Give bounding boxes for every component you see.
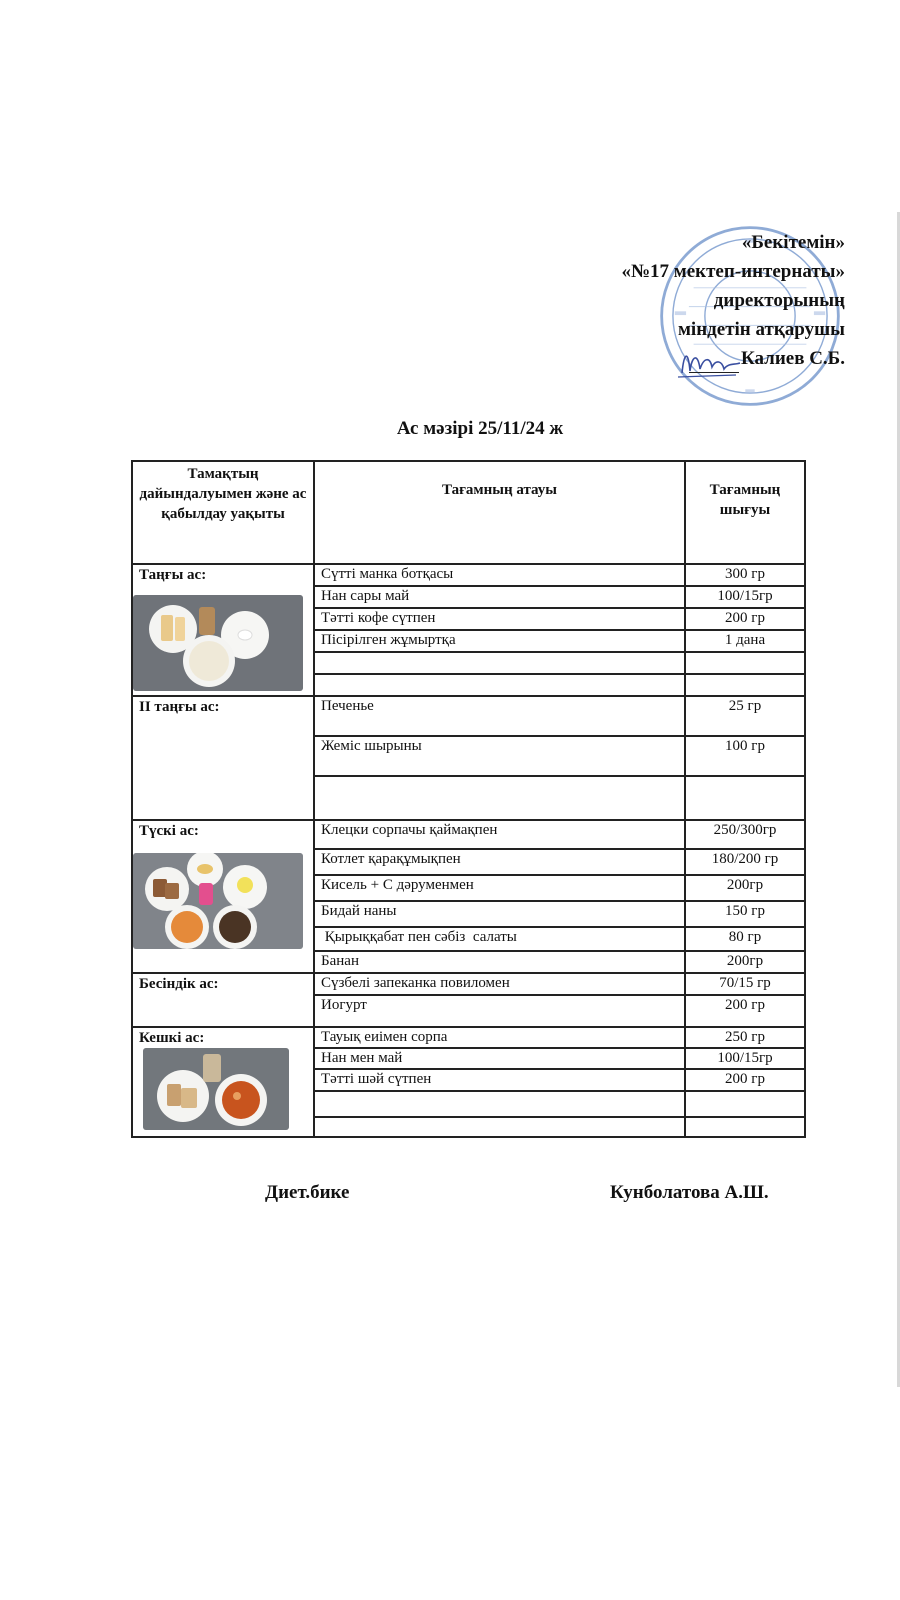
dish-amount: 80 гр <box>685 927 805 951</box>
dish-amount: 250 гр <box>685 1027 805 1048</box>
meal-lunch <box>132 820 314 973</box>
table-row <box>132 696 805 736</box>
director-name: Калиев С.Б. <box>740 348 845 369</box>
meal-label: Түскі ас: <box>139 823 199 839</box>
menu-table <box>131 460 806 1138</box>
lunch-photo <box>133 853 303 949</box>
dish-amount: 200гр <box>685 875 805 901</box>
approval-block <box>621 228 845 373</box>
dish-name: Жеміс шырыны <box>314 736 685 776</box>
document-title: Ас мәзірі 25/11/24 ж <box>396 418 564 439</box>
approval-line-1: «Бекітемін» <box>741 232 845 253</box>
dish-name: Нан сары май <box>314 586 685 608</box>
dish-amount: 25 гр <box>685 696 805 736</box>
meal-label: Кешкі ас: <box>139 1030 205 1046</box>
dish-amount: 100/15гр <box>685 1048 805 1069</box>
table-header-row <box>132 461 805 564</box>
dish-name: Бидай наны <box>314 901 685 927</box>
signature-line <box>689 372 739 373</box>
meal-dinner <box>132 1027 314 1137</box>
header-name: Тағамның атауы <box>314 461 685 564</box>
meal-breakfast <box>132 564 314 696</box>
meal-label: Таңғы ас: <box>139 567 207 583</box>
dish-amount: 200 гр <box>685 995 805 1027</box>
breakfast-photo <box>133 595 303 691</box>
dish-name: Клецки сорпачы қаймақпен <box>314 820 685 849</box>
dish-amount: 150 гр <box>685 901 805 927</box>
table-row <box>132 564 805 586</box>
meal-snack <box>132 973 314 1027</box>
approval-line-4: міндетін атқарушы <box>677 319 845 340</box>
dish-amount: 200 гр <box>685 608 805 630</box>
meal-second-breakfast <box>132 696 314 820</box>
dietitian-name: Кунболатова А.Ш. <box>610 1182 769 1203</box>
dish-name: Банан <box>314 951 685 973</box>
dish-amount: 70/15 гр <box>685 973 805 995</box>
dish-amount: 200гр <box>685 951 805 973</box>
dish-name: Сүзбелі запеканка повиломен <box>314 973 685 995</box>
dish-name: Тәтті кофе сүтпен <box>314 608 685 630</box>
dish-amount: 200 гр <box>685 1069 805 1091</box>
header-time: Тамақтың дайындалуымен және ас қабылдау уақыты <box>132 461 314 564</box>
meal-label: ІІ таңғы ас: <box>139 699 220 715</box>
header-yield: Тағамның шығуы <box>685 461 805 564</box>
dish-name: Қырыққабат пен сәбіз салаты <box>314 927 685 951</box>
dish-name: Пісірілген жұмыртқа <box>314 630 685 652</box>
dish-name: Иогурт <box>314 995 685 1027</box>
dish-name: Сүтті манка ботқасы <box>314 564 685 586</box>
dish-amount: 300 гр <box>685 564 805 586</box>
dish-name: Тәтті шәй сүтпен <box>314 1069 685 1091</box>
dish-amount: 100/15гр <box>685 586 805 608</box>
dish-name: Нан мен май <box>314 1048 685 1069</box>
dinner-photo <box>143 1048 289 1130</box>
dietitian-role: Диет.бике <box>265 1182 350 1203</box>
approval-line-2: «№17 мектеп-интернаты» <box>621 261 845 282</box>
dish-amount: 250/300гр <box>685 820 805 849</box>
dish-amount: 100 гр <box>685 736 805 776</box>
dish-name: Тауық еиімен сорпа <box>314 1027 685 1048</box>
dish-name: Печенье <box>314 696 685 736</box>
table-row <box>132 1027 805 1048</box>
dish-amount: 180/200 гр <box>685 849 805 875</box>
meal-label: Бесіндік ас: <box>139 976 219 992</box>
table-row <box>132 820 805 849</box>
table-row <box>132 973 805 995</box>
dish-name: Котлет қарақұмықпен <box>314 849 685 875</box>
dish-amount: 1 дана <box>685 630 805 652</box>
dish-name: Кисель + С дәруменмен <box>314 875 685 901</box>
approval-line-3: директорының <box>713 290 845 311</box>
